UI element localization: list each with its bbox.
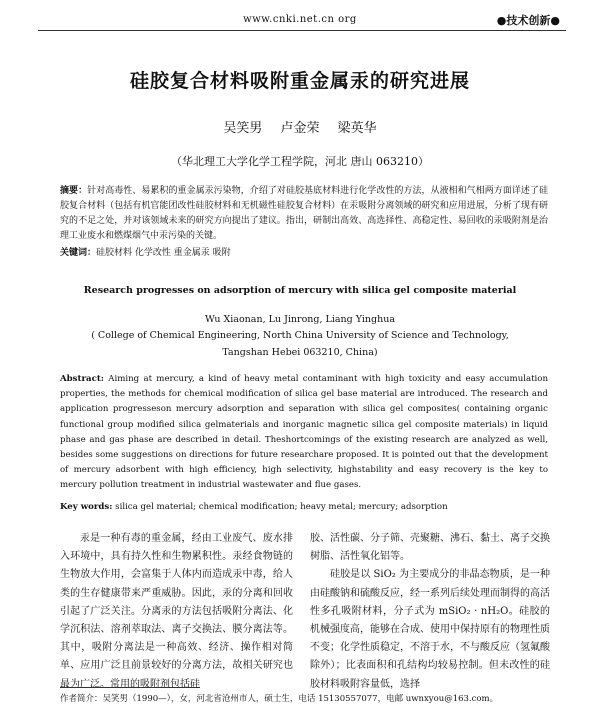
affiliation-zh: （华北理工大学化学工程学院，河北 唐山 063210）: [171, 155, 429, 168]
keywords-zh-text: 硅胶材料 化学改性 重金属汞 吸附: [96, 248, 231, 258]
affiliation-en-line2: Tangshan Hebei 063210, China): [222, 347, 378, 358]
header-divider: [38, 30, 566, 31]
paper-title-zh: 硅胶复合材料吸附重金属汞的研究进展: [129, 70, 470, 92]
authors-zh: 吴笑男 卢金荣 梁英华: [223, 121, 377, 136]
affiliation-en-line1: ( College of Chemical Engineering, North China University of Science and Technology,: [91, 330, 509, 341]
keywords-en-label: Key words:: [60, 502, 113, 512]
author-footnote: 作者简介：吴笑男（1990—），女，河北省沧州市人，硕士生，电话 15130557077，电邮 uwnxyou@163.com。: [60, 694, 499, 704]
abstract-en-label: Abstract:: [60, 374, 104, 384]
abstract-zh-label: 摘要：: [60, 186, 88, 196]
abstract-en: [60, 372, 548, 494]
abstract-zh-text: 针对高毒性、易累积的重金属汞污染物，介绍了对硅胶基底材料进行化学改性的方法，从液相和气相两方面详述了硅胶复合材料（包括有机官能团改性硅胶材料和无机磁性硅胶复合材料）在汞吸附分离领域的研究和应用进展，分析了现有研究的不足之处，并对该领域未来的研究方向提出了建议。指出，研制出高效、高选择性、高稳定性、易回收的汞吸附剂是治理工业废水和燃煤烟气中汞污染的关键。: [60, 186, 548, 241]
header-brand: ●技术创新●: [496, 14, 560, 27]
keywords-zh: [60, 245, 548, 258]
authors-en: Wu Xiaonan, Lu Jinrong, Liang Yinghua: [204, 314, 396, 325]
header-url: www.cnki.net.cn org: [243, 14, 357, 25]
body-column-right: [310, 530, 550, 694]
paper-title-en: Research progresses on adsorption of mercury with silica gel composite material: [83, 285, 517, 296]
body-column-left: 汞是一种有毒的重金属，经由工业废气、废水排入环境中，具有持久性和生物累积性。汞经食物链的生物放大作用，会富集于人体内而造成汞中毒，给人类的生存健康带来严重威胁。因此，汞的分离和回收引起了广泛关注。分离汞的方法包括吸附分离法、化学沉积法、溶剂萃取法、离子交换法、膜分离法等。其中，吸附分离法是一种高效、经济、操作相对简单、应用广泛且前景较好的分离方法，故相关研究也最为广泛。常用的吸附剂包括硅: [60, 533, 293, 690]
body-right-paragraph-1: 胶、活性碳、分子筛、壳聚糖、沸石、黏土、离子交换树脂、活性氧化铝等。: [310, 533, 550, 563]
keywords-en-text: silica gel material; chemical modification; heavy metal; mercury; adsorption: [115, 502, 448, 512]
keywords-zh-label: 关键词：: [60, 248, 97, 258]
abstract-en-text: Aiming at mercury, a kind of heavy metal contaminant with high toxicity and easy accumulation properties, the methods for chemical modification of silica gel base material are introduced. The research and application progresseson mercury adsorption and separation with silica gel composites( containing organic functional group modified silica gelmaterials and inorganic magnetic silica gel composite materials) in liquid phase and gas phase are described in detail. Theshortcomings of the existing research are analyzed as well, besides some suggestions on directions for future researchare proposed. It is pointed out that the development of mercury adsorbent with high efficiency, high selectivity, highstability and easy recovery is the key to mercury pollution treatment in industrial wastewater and flue gases.: [60, 374, 549, 491]
body-right-paragraph-2: 硅胶是以 SiO₂ 为主要成分的非晶态物质，是一种由硅酸钠和硫酸反应，经一系列后续处理而制得的高活性多孔吸附材料，分子式为 mSiO₂ · nH₂O。硅胶的机械强度高，能够在合成、使用中保持原有的物理性质不变；化学性质稳定，不溶于水，不与酸反应（氢氟酸除外）；比表面积和孔结构均较易控制。但未改性的硅胶材料吸附容量低，选择: [310, 569, 550, 690]
abstract-zh: [60, 184, 548, 244]
footnote-divider: [60, 687, 200, 688]
keywords-en: [60, 502, 548, 512]
